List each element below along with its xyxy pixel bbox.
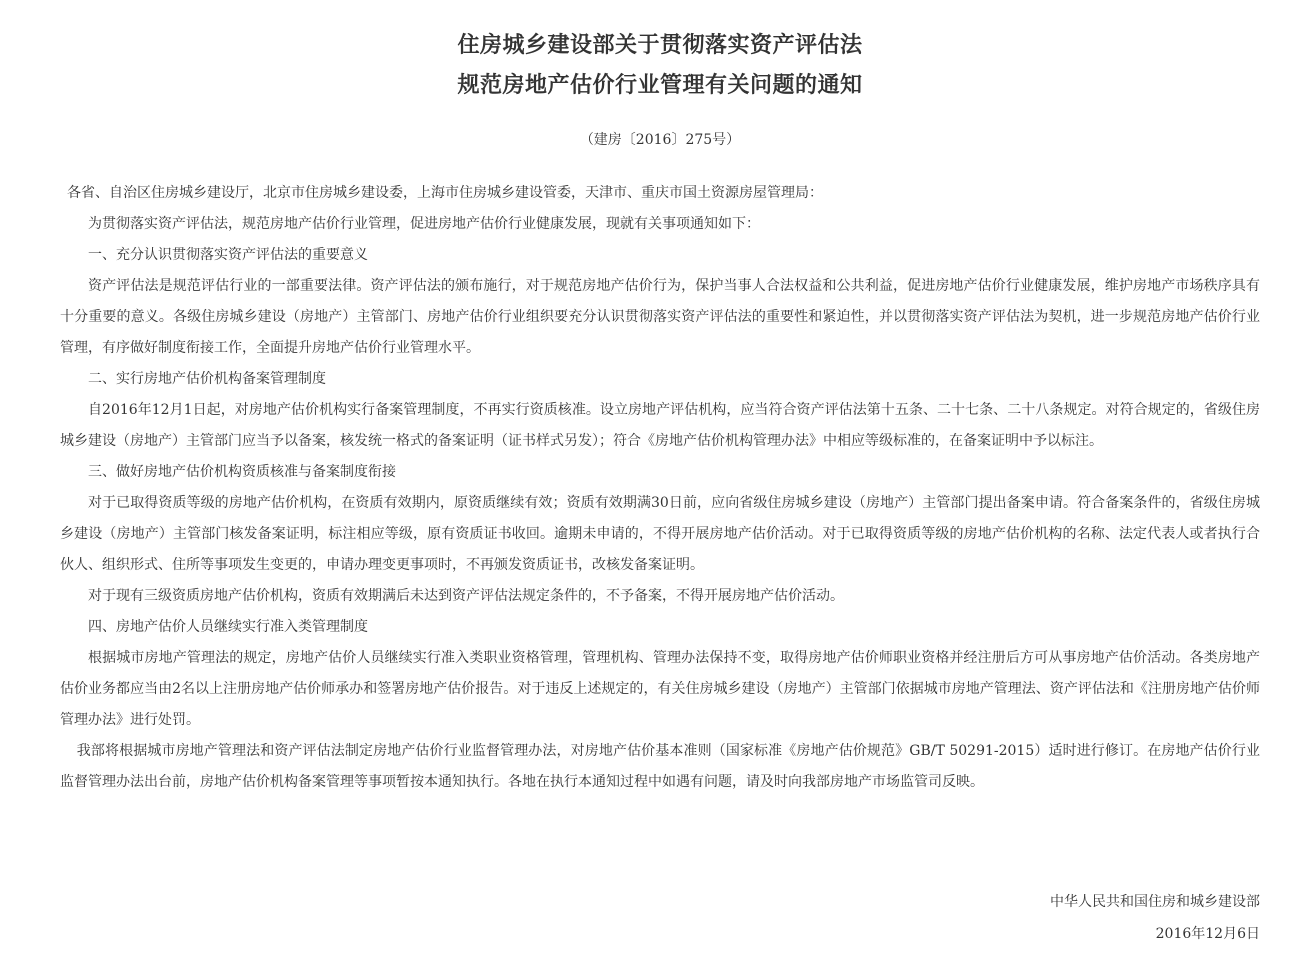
section-1-paragraph: 资产评估法是规范评估行业的一部重要法律。资产评估法的颁布施行，对于规范房地产估价行为，保护当事人合法权益和公共利益，促进房地产估价行业健康发展，维护房地产市场秩序具有十分重要的意义。各级住房城乡建设（房地产）主管部门、房地产估价行业组织要充分认识贯彻落实资产评估法的重要性和紧迫性，并以贯彻落实资产评估法为契机，进一步规范房地产估价行业管理，有序做好制度衔接工作，全面提升房地产估价行业管理水平。 [60,278,1260,356]
signature-organization: 中华人民共和国住房和城乡建设部 [1050,894,1260,910]
document-body [60,178,1260,798]
signature-date: 2016年12月6日 [1155,926,1260,942]
document-title-line-1: 住房城乡建设部关于贯彻落实资产评估法 [457,32,863,58]
intro-paragraph: 为贯彻落实资产评估法，规范房地产估价行业管理，促进房地产估价行业健康发展，现就有关事项通知如下： [88,216,760,232]
section-heading-3: 三、做好房地产估价机构资质核准与备案制度衔接 [88,464,396,480]
salutation: 各省、自治区住房城乡建设厅，北京市住房城乡建设委，上海市住房城乡建设管委，天津市、重庆市国土资源房屋管理局： [67,185,823,201]
section-3-paragraph-2: 对于现有三级资质房地产估价机构，资质有效期满后未达到资产评估法规定条件的，不予备案，不得开展房地产估价活动。 [88,588,844,604]
section-heading-4: 四、房地产估价人员继续实行准入类管理制度 [88,619,368,635]
section-2-paragraph: 自2016年12月1日起，对房地产估价机构实行备案管理制度，不再实行资质核准。设立房地产评估机构，应当符合资产评估法第十五条、二十七条、二十八条规定。对符合规定的，省级住房城乡建设（房地产）主管部门应当予以备案，核发统一格式的备案证明（证书样式另发）；符合《房地产估价机构管理办法》中相应等级标准的，在备案证明中予以标注。 [60,402,1260,449]
document-title-line-2: 规范房地产估价行业管理有关问题的通知 [457,72,863,98]
closing-paragraph: 我部将根据城市房地产管理法和资产评估法制定房地产估价行业监督管理办法，对房地产估价基本准则（国家标准《房地产估价规范》GB/T 50291-2015）适时进行修订。在房地产估价行业监督管理办法出台前，房地产估价机构备案管理等事项暂按本通知执行。各地在执行本通知过程中如遇有问题，请及时向我部房地产市场监管司反映。 [60,743,1260,790]
document-number: （建房〔2016〕275号） [579,132,741,148]
notice-document [60,0,1260,960]
section-3-paragraph-1: 对于已取得资质等级的房地产估价机构，在资质有效期内，原资质继续有效；资质有效期满30日前，应向省级住房城乡建设（房地产）主管部门提出备案申请。符合备案条件的，省级住房城乡建设（房地产）主管部门核发备案证明，标注相应等级，原有资质证书收回。逾期未申请的，不得开展房地产估价活动。对于已取得资质等级的房地产估价机构的名称、法定代表人或者执行合伙人、组织形式、住所等事项发生变更的，申请办理变更事项时，不再颁发资质证书，改核发备案证明。 [60,495,1260,573]
section-heading-2: 二、实行房地产估价机构备案管理制度 [88,371,326,387]
section-4-paragraph: 根据城市房地产管理法的规定，房地产估价人员继续实行准入类职业资格管理，管理机构、管理办法保持不变，取得房地产估价师职业资格并经注册后方可从事房地产估价活动。各类房地产估价业务都应当由2名以上注册房地产估价师承办和签署房地产估价报告。对于违反上述规定的，有关住房城乡建设（房地产）主管部门依据城市房地产管理法、资产评估法和《注册房地产估价师管理办法》进行处罚。 [60,650,1260,728]
section-heading-1: 一、充分认识贯彻落实资产评估法的重要意义 [88,247,368,263]
